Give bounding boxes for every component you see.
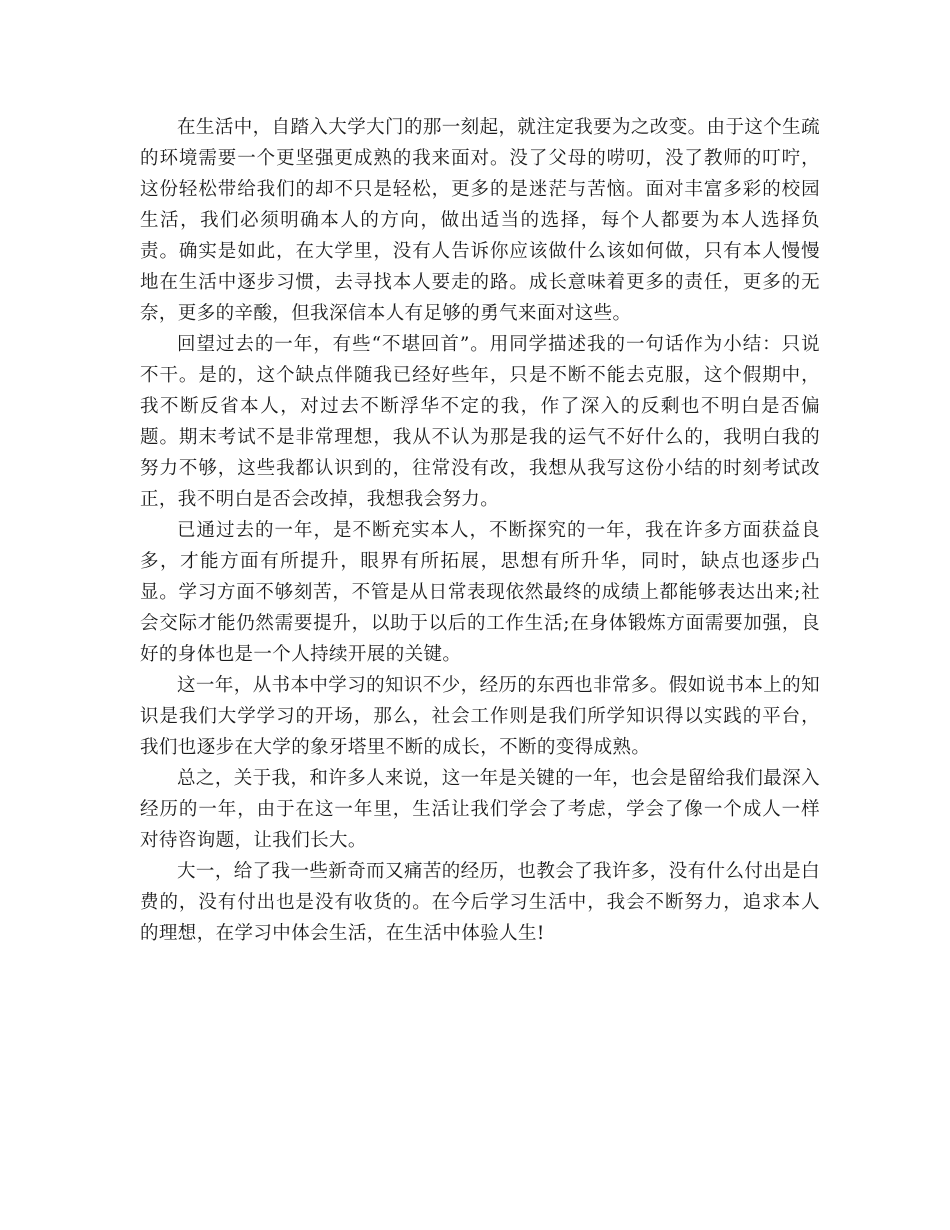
paragraph-4: 这一年，从书本中学习的知识不少，经历的东西也非常多。假如说书本上的知识是我们大学学习的开场，那么，社会工作则是我们所学知识得以实践的平台，我们也逐步在大学的象牙塔里不断的成长，不断的变得成熟。: [140, 675, 820, 758]
paragraph-5: 总之，关于我，和许多人来说，这一年是关键的一年，也会是留给我们最深入经历的一年，由于在这一年里，生活让我们学会了考虑，学会了像一个成人一样对待咨询题，让我们长大。: [140, 768, 820, 851]
paragraph-3: 已通过去的一年，是不断充实本人，不断探究的一年，我在许多方面获益良多，才能方面有所提升，眼界有所拓展，思想有所升华，同时，缺点也逐步凸显。学习方面不够刻苦，不管是从日常表现依然最终的成绩上都能够表达出来;社会交际才能仍然需要提升，以助于以后的工作生活;在身体锻炼方面需要加强，良好的身体也是一个人持续开展的关键。: [140, 520, 820, 665]
paragraph-2: 回望过去的一年，有些“不堪回首”。用同学描述我的一句话作为小结：只说不干。是的，这个缺点伴随我已经好些年，只是不断不能去克服，这个假期中，我不断反省本人，对过去不断浮华不定的我，作了深入的反剩也不明白是否偏题。期末考试不是非常理想，我从不认为那是我的运气不好什么的，我明白我的努力不够，这些我都认识到的，往常没有改，我想从我写这份小结的时刻考试改正，我不明白是否会改掉，我想我会努力。: [140, 334, 820, 510]
paragraph-6: 大一，给了我一些新奇而又痛苦的经历，也教会了我许多，没有什么付出是白费的，没有付出也是没有收货的。在今后学习生活中，我会不断努力，追求本人的理想，在学习中体会生活，在生活中体验人生!: [140, 861, 820, 944]
document-body: [140, 112, 820, 949]
paragraph-1: 在生活中，自踏入大学大门的那一刻起，就注定我要为之改变。由于这个生疏的环境需要一个更坚强更成熟的我来面对。没了父母的唠叨，没了教师的叮咛，这份轻松带给我们的却不只是轻松，更多的是迷茫与苦恼。面对丰富多彩的校园生活，我们必须明确本人的方向，做出适当的选择，每个人都要为本人选择负责。确实是如此，在大学里，没有人告诉你应该做什么该如何做，只有本人慢慢地在生活中逐步习惯，去寻找本人要走的路。成长意味着更多的责任，更多的无奈，更多的辛酸，但我深信本人有足够的勇气来面对这些。: [140, 117, 820, 324]
